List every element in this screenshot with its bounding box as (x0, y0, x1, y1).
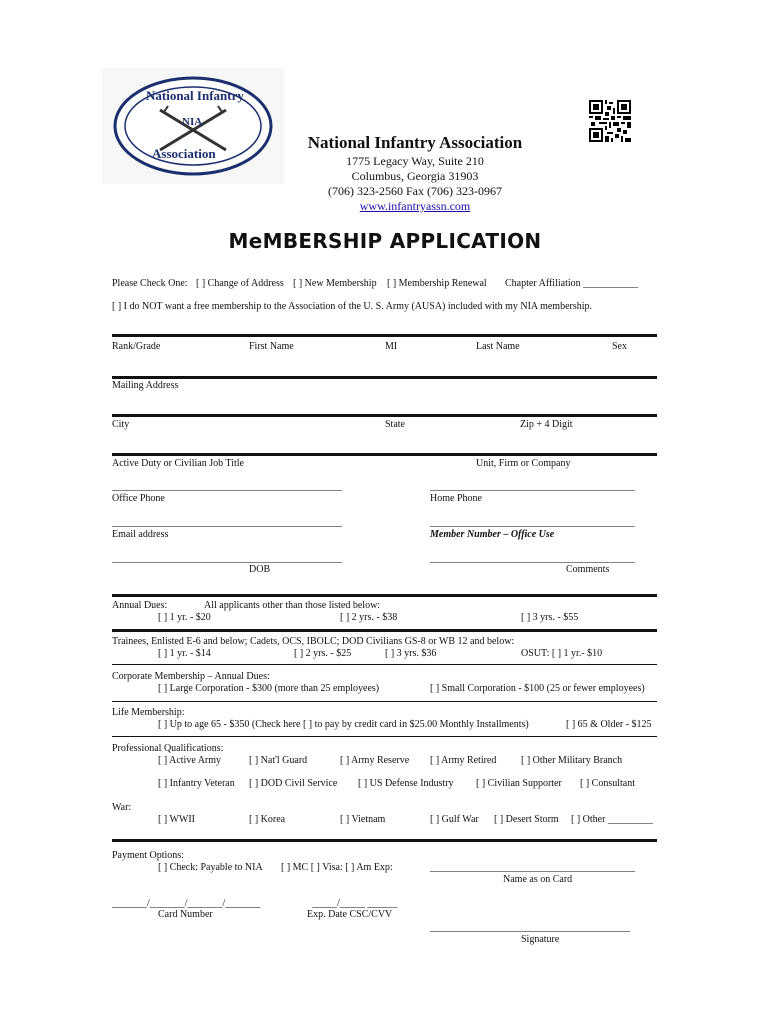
member-number-label: Member Number – Office Use (430, 529, 555, 540)
qual-natl-guard-checkbox[interactable]: [ ] Nat'l Guard (249, 755, 308, 766)
org-phone-fax: (706) 323-2560 Fax (706) 323-0967 (328, 184, 502, 198)
life-65-older-checkbox[interactable]: [ ] 65 & Older - $125 (566, 719, 652, 730)
divider (112, 414, 657, 417)
signature-blank[interactable]: ________________________________________ (430, 922, 630, 933)
zip-label: Zip + 4 Digit (520, 419, 573, 430)
qual-dod-civil-checkbox[interactable]: [ ] DOD Civil Service (249, 778, 338, 789)
sex-label: Sex (612, 341, 627, 352)
name-on-card-label: Name as on Card (503, 874, 573, 885)
home-phone-blank[interactable]: _________________________________________ (430, 517, 635, 528)
change-of-address-checkbox[interactable]: [ ] Change of Address (196, 278, 284, 289)
qual-army-retired-checkbox[interactable]: [ ] Army Retired (430, 755, 497, 766)
war-gulf-checkbox[interactable]: [ ] Gulf War (430, 814, 479, 825)
logo-text-bottom: Association (152, 146, 216, 161)
logo-text-top: National Infantry (146, 88, 244, 103)
annual-dues-desc: All applicants other than those listed below: (204, 600, 381, 611)
card-number-blank[interactable]: _______/_______/_______/_______ (112, 898, 261, 909)
qualifications-label: Professional Qualifications: (112, 743, 224, 754)
email-blank[interactable]: ______________________________________________ (112, 553, 342, 564)
chapter-affiliation-field[interactable]: Chapter Affiliation ___________ (505, 278, 639, 289)
membership-renewal-checkbox[interactable]: [ ] Membership Renewal (387, 278, 487, 289)
small-corp-checkbox[interactable]: [ ] Small Corporation - $100 (25 or fewer employees) (430, 683, 645, 694)
divider (112, 453, 657, 456)
qual-infantry-veteran-checkbox[interactable]: [ ] Infantry Veteran (158, 778, 235, 789)
job-title-label: Active Duty or Civilian Job Title (112, 458, 244, 469)
qual-civilian-supporter-checkbox[interactable]: [ ] Civilian Supporter (476, 778, 562, 789)
exp-csc-blank[interactable]: _____/_____ ______ (312, 898, 398, 909)
page-title: MeMBERSHIP APPLICATION (228, 229, 542, 253)
war-desert-storm-checkbox[interactable]: [ ] Desert Storm (494, 814, 559, 825)
qual-army-reserve-checkbox[interactable]: [ ] Army Reserve (340, 755, 410, 766)
war-korea-checkbox[interactable]: [ ] Korea (249, 814, 286, 825)
logo-text-mid: NIA (182, 116, 203, 128)
divider (112, 629, 657, 632)
comments-label: Comments (566, 564, 610, 575)
unit-firm-label: Unit, Firm or Company (476, 458, 571, 469)
name-on-card-blank[interactable]: _________________________________________ (430, 862, 635, 873)
qual-other-military-checkbox[interactable]: [ ] Other Military Branch (521, 755, 623, 766)
ausa-optout-checkbox[interactable]: [ ] I do NOT want a free membership to the Association of the U. S. Army (AUSA) included with my NIA membership. (112, 301, 593, 312)
corporate-label: Corporate Membership – Annual Dues: (112, 671, 270, 682)
dues-2yr-checkbox[interactable]: [ ] 2 yrs. - $38 (340, 612, 398, 623)
divider (112, 376, 657, 379)
first-name-label: First Name (249, 341, 294, 352)
website-link[interactable]: www.infantryassn.com (359, 199, 471, 213)
office-phone-blank[interactable]: ______________________________________________ (112, 517, 342, 528)
divider (112, 839, 657, 842)
exp-csc-label: Exp. Date CSC/CVV (307, 909, 393, 920)
mi-label: MI (385, 341, 398, 352)
war-label: War: (112, 802, 132, 813)
life-membership-label: Life Membership: (112, 707, 185, 718)
org-name: National Infantry Association (307, 133, 523, 152)
osut-checkbox[interactable]: OSUT: [ ] 1 yr.- $10 (521, 648, 603, 659)
trainees-2yr-checkbox[interactable]: [ ] 2 yrs. - $25 (294, 648, 352, 659)
dues-3yr-checkbox[interactable]: [ ] 3 yrs. - $55 (521, 612, 579, 623)
dob-label: DOB (249, 564, 271, 575)
divider (112, 594, 657, 597)
pay-check-checkbox[interactable]: [ ] Check: Payable to NIA (158, 862, 263, 873)
war-vietnam-checkbox[interactable]: [ ] Vietnam (340, 814, 386, 825)
war-other-checkbox[interactable]: [ ] Other _________ (571, 814, 653, 825)
divider (112, 701, 657, 702)
state-label: State (385, 419, 405, 430)
trainees-desc: Trainees, Enlisted E-6 and below; Cadets, OCS, IBOLC; DOD Civilians GS-8 or WB 12 and below: (112, 636, 515, 647)
life-under65-checkbox[interactable]: [ ] Up to age 65 - $350 (Check here [ ] to pay by credit card in $25.00 Monthly Installments) (158, 719, 529, 730)
card-number-label: Card Number (158, 909, 213, 920)
trainees-3yr-checkbox[interactable]: [ ] 3 yrs. $36 (385, 648, 437, 659)
signature-label: Signature (521, 934, 560, 945)
divider (112, 334, 657, 337)
comments-blank[interactable]: _________________________________________ (430, 553, 635, 564)
trainees-1yr-checkbox[interactable]: [ ] 1 yr. - $14 (158, 648, 211, 659)
payment-label: Payment Options: (112, 850, 184, 861)
pay-card-checkboxes[interactable]: [ ] MC [ ] Visa: [ ] Am Exp: (281, 862, 393, 873)
rank-grade-label: Rank/Grade (112, 341, 161, 352)
divider (112, 664, 657, 665)
war-wwii-checkbox[interactable]: [ ] WWII (158, 814, 196, 825)
annual-dues-label: Annual Dues: (112, 600, 168, 611)
email-label: Email address (112, 529, 169, 540)
job-title-blank[interactable]: ______________________________________________ (112, 481, 342, 492)
unit-firm-blank[interactable]: _________________________________________ (430, 481, 635, 492)
org-address-line1: 1775 Legacy Way, Suite 210 (346, 154, 484, 168)
mailing-address-label: Mailing Address (112, 380, 179, 391)
check-prefix: Please Check One: (112, 278, 188, 289)
city-label: City (112, 419, 130, 430)
divider (112, 736, 657, 737)
qual-us-defense-checkbox[interactable]: [ ] US Defense Industry (358, 778, 454, 789)
new-membership-checkbox[interactable]: [ ] New Membership (293, 278, 377, 289)
qual-active-army-checkbox[interactable]: [ ] Active Army (158, 755, 222, 766)
home-phone-label: Home Phone (430, 493, 482, 504)
org-address-line2: Columbus, Georgia 31903 (351, 169, 479, 183)
last-name-label: Last Name (476, 341, 520, 352)
dues-1yr-checkbox[interactable]: [ ] 1 yr. - $20 (158, 612, 211, 623)
large-corp-checkbox[interactable]: [ ] Large Corporation - $300 (more than 25 employees) (158, 683, 380, 694)
office-phone-label: Office Phone (112, 493, 165, 504)
qual-consultant-checkbox[interactable]: [ ] Consultant (580, 778, 635, 789)
